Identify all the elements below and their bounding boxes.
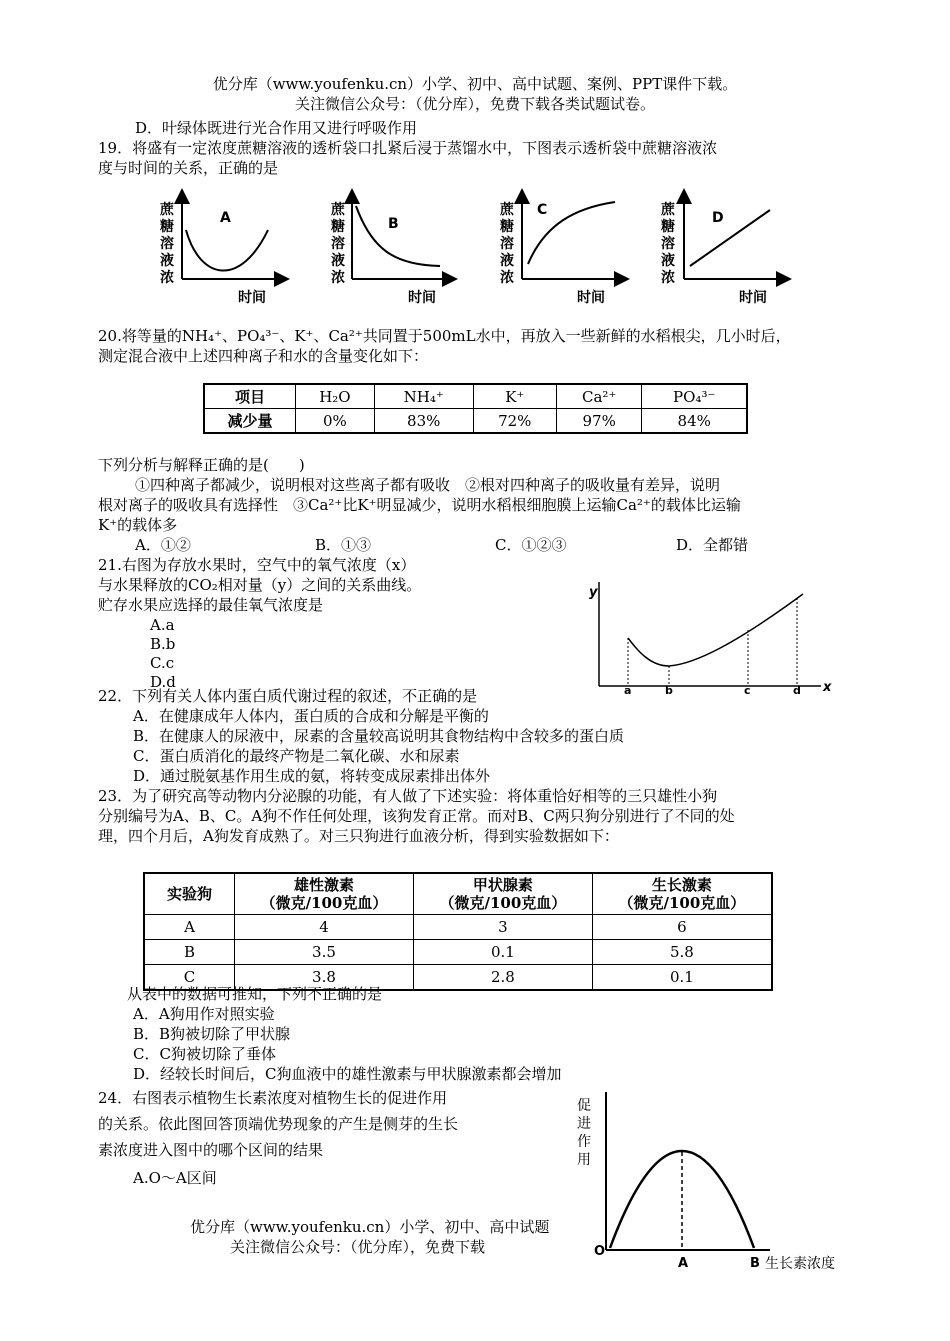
header-line2: 关注微信公众号：（优分库），免费下载各类试题试卷。	[294, 95, 655, 113]
q23-td: B	[144, 940, 235, 965]
q22-option-d: D．通过脱氨基作用生成的氨，将转变成尿素排出体外	[133, 767, 491, 785]
ylabel-char: 浓	[500, 270, 514, 286]
q23-option-b: B．B狗被切除了甲状腺	[133, 1025, 291, 1043]
q20-th: NH₄⁺	[374, 384, 473, 409]
header-line1: 优分库（www.youfenku.cn）小学、初中、高中试题、案例、PPT课件下载。	[212, 75, 738, 93]
q20-table-row	[204, 409, 747, 434]
q22-stem: 22．下列有关人体内蛋白质代谢过程的叙述，不正确的是	[98, 687, 478, 705]
q21-tick-d: d	[793, 684, 801, 697]
q23-th-title: 甲状腺素	[472, 876, 533, 894]
q24-stem-line1: 24．右图表示植物生长素浓度对植物生长的促进作用	[98, 1089, 448, 1107]
ylabel-char: 溶	[500, 236, 514, 252]
ylabel-char: 浓	[160, 270, 174, 286]
q20-option-a: A．①②	[135, 536, 191, 554]
q21-stem-line3: 贮存水果应选择的最佳氧气浓度是	[98, 596, 324, 614]
q23-td: 3	[413, 915, 592, 940]
q20-table-header	[204, 384, 747, 409]
q23-th	[592, 873, 772, 915]
q20-option-d: D．全都错	[676, 536, 749, 554]
q23-td: A	[144, 915, 235, 940]
graph-d-label: D	[712, 210, 724, 226]
footer-line1: 优分库（www.youfenku.cn）小学、初中、高中试题	[190, 1218, 550, 1236]
graph-b-label: B	[388, 216, 399, 232]
q23-td: 3.5	[235, 940, 414, 965]
graph-c-label: C	[537, 202, 548, 218]
q23-table-row	[144, 915, 772, 940]
q21-y-label: y	[589, 585, 598, 600]
q20-th: 项目	[204, 384, 296, 409]
q20-th: H₂O	[296, 384, 375, 409]
q23-th-unit: （微克/100克血）	[260, 894, 388, 912]
q23-td: 6	[592, 915, 772, 940]
q23-th-title: 雄性激素	[293, 876, 354, 894]
q23-th	[413, 873, 592, 915]
q24-x-label: 生长素浓度	[765, 1256, 835, 1272]
q23-td: 0.1	[592, 965, 772, 991]
q23-th: 实验狗	[144, 873, 235, 915]
q18-option-d: D．叶绿体既进行光合作用又进行呼吸作用	[135, 119, 418, 137]
q20-td: 97%	[556, 409, 642, 434]
q23-stem-line3: 理，四个月后，A狗发育成熟了。对三只狗进行血液分析，得到实验数据如下：	[98, 827, 619, 845]
q24-y-char: 促	[577, 1098, 591, 1114]
ylabel-char: 溶	[661, 236, 675, 252]
q23-td: 3.8	[235, 965, 414, 991]
q23-th-unit: （微克/100克血）	[618, 894, 746, 912]
q20-td: 72%	[473, 409, 556, 434]
ylabel-char: 糖	[160, 219, 174, 235]
q19-stem-line1: 19．将盛有一定浓度蔗糖溶液的透析袋口扎紧后浸于蒸馏水中，下图表示透析袋中蔗糖溶液浓	[98, 139, 718, 157]
q19-stem-line2: 度与时间的关系，正确的是	[98, 159, 279, 177]
ylabel-char: 液	[160, 253, 174, 269]
q20-th: K⁺	[473, 384, 556, 409]
q23-td: 0.1	[413, 940, 592, 965]
graph-d	[661, 196, 784, 306]
q23-option-d: D．经较长时间后，C狗血液中的雄性激素与甲状腺激素都会增加	[133, 1065, 562, 1083]
ylabel-char: 液	[500, 253, 514, 269]
ylabel-char: 蔗	[160, 202, 174, 218]
q20-td: 0%	[296, 409, 375, 434]
q21-stem-line1: 21.右图为存放水果时，空气中的氧气浓度（x）	[98, 556, 416, 574]
q23-option-a: A．A狗用作对照实验	[133, 1005, 275, 1023]
q21-option-b: B.b	[150, 635, 176, 653]
q20-th: Ca²⁺	[556, 384, 642, 409]
q21-option-a: A.a	[150, 616, 175, 634]
q21-option-d: D.d	[150, 673, 176, 691]
q20-td: 84%	[642, 409, 747, 434]
q20-option-c: C．①②③	[495, 536, 567, 554]
graph-c	[500, 196, 622, 306]
graph-b-xlabel: 时间	[408, 290, 436, 306]
q24-origin: O	[594, 1244, 606, 1259]
q23-stem-line2: 分别编号为A、B、C。A狗不作任何处理，该狗发育正常。而对B、C两只狗分别进行了不同的处	[98, 807, 735, 825]
ylabel-char: 浓	[661, 270, 675, 286]
ylabel-char: 蔗	[500, 202, 514, 218]
q24-point-b: B	[750, 1256, 760, 1271]
q20-th: PO₄³⁻	[642, 384, 747, 409]
q23-th-unit: （微克/100克血）	[439, 894, 567, 912]
q20-analysis-line2: 根对离子的吸收具有选择性 ③Ca²⁺比K⁺明显减少，说明水稻根细胞膜上运输Ca²⁺的载体比运输	[98, 496, 741, 514]
q21-option-c: C.c	[150, 654, 175, 672]
q24-stem-line3: 素浓度进入图中的哪个区间的结果	[98, 1141, 324, 1159]
ylabel-char: 液	[661, 253, 675, 269]
q23-stem-line1: 23．为了研究高等动物内分泌腺的功能，有人做了下述实验：将体重恰好相等的三只雄性小狗	[98, 787, 718, 805]
q20-prompt: 下列分析与解释正确的是( )	[98, 456, 305, 474]
q24-graph	[570, 1090, 860, 1290]
q20-table	[203, 383, 748, 434]
q21-graph	[585, 570, 845, 700]
q20-stem-line2: 测定混合液中上述四种离子和水的含量变化如下：	[98, 347, 429, 365]
ylabel-char: 蔗	[331, 202, 345, 218]
ylabel-char: 糖	[661, 219, 675, 235]
q20-analysis-line1: ①四种离子都减少，说明根对这些离子都有吸收 ②根对四种离子的吸收量有差异，说明	[135, 476, 721, 494]
q23-table-row	[144, 940, 772, 965]
q19-graphs	[0, 180, 950, 310]
q21-tick-b: b	[665, 684, 673, 697]
ylabel-char: 糖	[331, 219, 345, 235]
graph-c-xlabel: 时间	[577, 290, 605, 306]
ylabel-char: 浓	[331, 270, 345, 286]
q20-td: 83%	[374, 409, 473, 434]
ylabel-char: 糖	[500, 219, 514, 235]
q23-table	[143, 872, 773, 991]
q21-stem-line2: 与水果释放的CO₂相对量（y）之间的关系曲线。	[98, 576, 422, 594]
q23-td: C	[144, 965, 235, 991]
q20-stem-line1: 20.将等量的NH₄⁺、PO₄³⁻、K⁺、Ca²⁺共同置于500mL水中，再放入一些新鲜的水稻根尖，几小时后，	[98, 327, 791, 345]
q23-td: 2.8	[413, 965, 592, 991]
q24-point-a: A	[678, 1256, 689, 1271]
q20-analysis-line3: K⁺的载体多	[98, 516, 178, 534]
q22-option-b: B．在健康人的尿液中，尿素的含量较高说明其食物结构中含较多的蛋白质	[133, 727, 625, 745]
q22-option-a: A．在健康成年人体内，蛋白质的合成和分解是平衡的	[133, 707, 489, 725]
q21-tick-a: a	[624, 684, 632, 697]
q20-option-b: B．①③	[315, 536, 372, 554]
q22-option-c: C．蛋白质消化的最终产物是二氧化碳、水和尿素	[133, 747, 460, 765]
q21-x-label: x	[823, 680, 832, 695]
q23-td: 4	[235, 915, 414, 940]
q24-y-char: 作	[577, 1134, 591, 1150]
graph-b	[331, 196, 450, 306]
ylabel-char: 溶	[160, 236, 174, 252]
q24-stem-line2: 的关系。依此图回答顶端优势现象的产生是侧芽的生长	[98, 1115, 459, 1133]
q20-td: 减少量	[204, 409, 296, 434]
q23-table-header	[144, 873, 772, 915]
footer-line2: 关注微信公众号：（优分库），免费下载	[230, 1238, 486, 1256]
q23-th	[235, 873, 414, 915]
q23-td: 5.8	[592, 940, 772, 965]
ylabel-char: 溶	[331, 236, 345, 252]
graph-d-xlabel: 时间	[739, 290, 767, 306]
ylabel-char: 蔗	[661, 202, 675, 218]
q23-th-title: 生长激素	[651, 876, 712, 894]
graph-a-label: A	[220, 210, 231, 226]
q23-prompt: 从表中的数据可推知，下列不正确的是	[127, 985, 383, 1003]
ylabel-char: 液	[331, 253, 345, 269]
q21-tick-c: c	[744, 684, 751, 697]
q24-option-a: A.O～A区间	[133, 1169, 217, 1187]
graph-a	[160, 196, 282, 306]
q24-y-char: 用	[577, 1152, 591, 1168]
q23-option-c: C．C狗被切除了垂体	[133, 1045, 276, 1063]
q24-y-char: 进	[577, 1116, 591, 1132]
graph-a-xlabel: 时间	[238, 290, 266, 306]
